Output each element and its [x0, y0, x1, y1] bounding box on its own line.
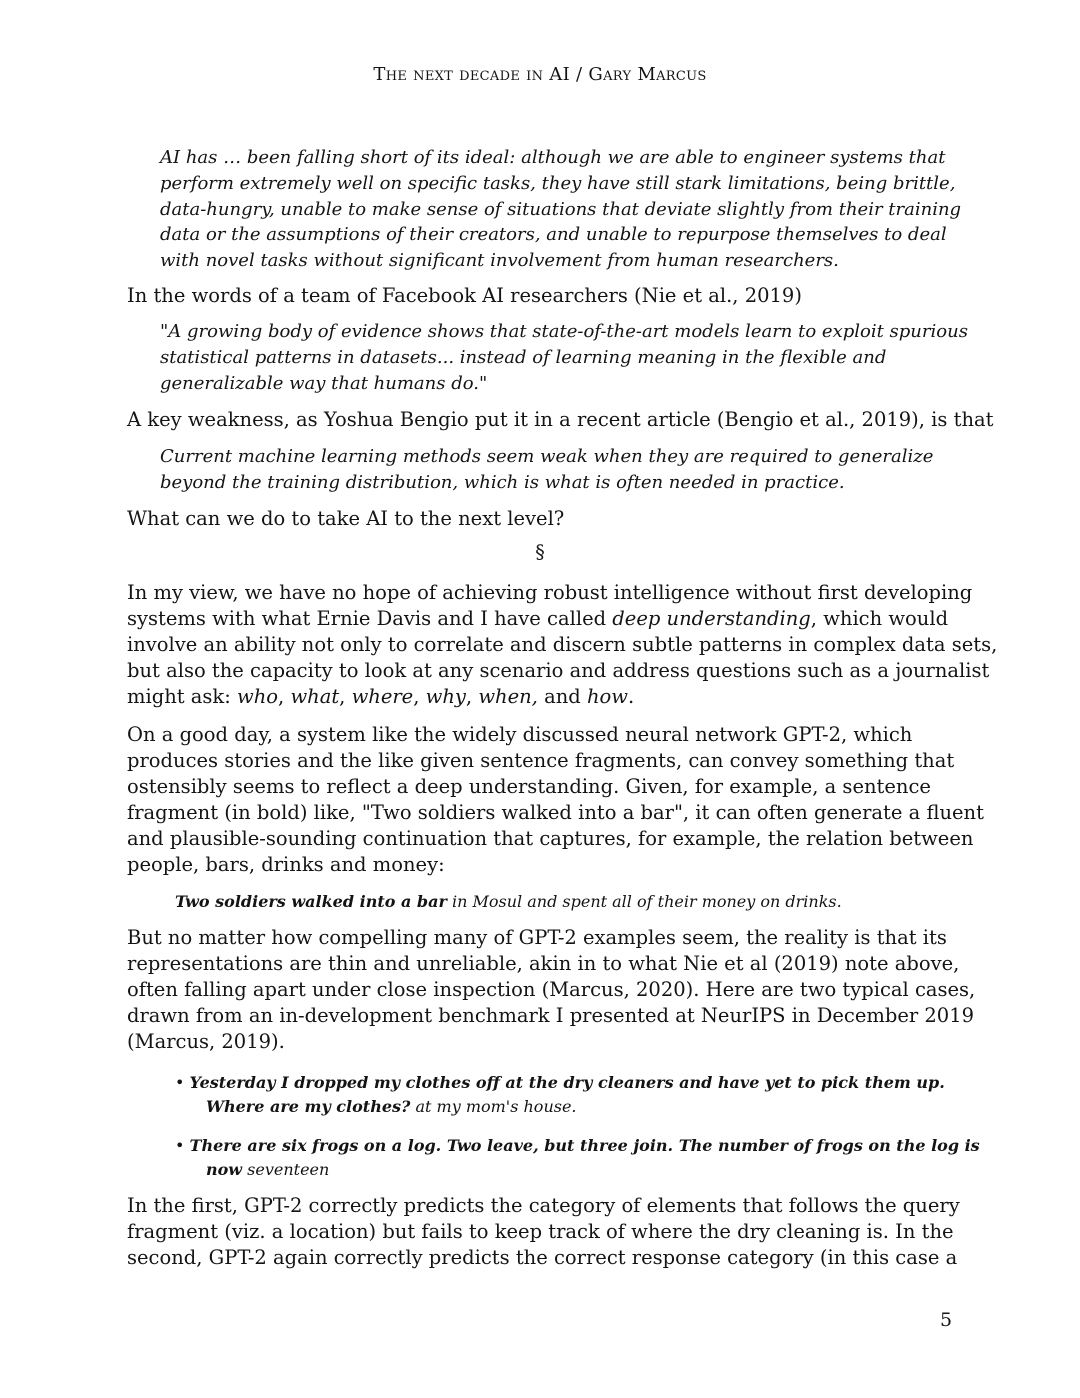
emphasis: when,: [478, 685, 538, 708]
bullet-line: [175, 1071, 945, 1095]
text: systems with what Ernie Davis and I have called: [127, 607, 613, 630]
block-quote-2: [160, 319, 968, 396]
emphasis: deep understanding: [612, 607, 811, 630]
quote-line: data-hungry, unable to make sense of situations that deviate slightly from their training: [160, 198, 962, 220]
paragraph-facebook: [127, 283, 802, 309]
text-line: (Marcus, 2019).: [127, 1030, 285, 1053]
bullet-answer: at my mom's house.: [410, 1096, 577, 1116]
emphasis: what: [290, 685, 340, 708]
bullet-prompt: now: [206, 1159, 243, 1179]
text: .: [627, 685, 635, 708]
text-line: might ask: who, what, where, why, when, and how.: [127, 685, 635, 708]
quote-line: Current machine learning methods seem weak when they are required to generalize: [160, 446, 934, 467]
emphasis: how: [586, 685, 628, 708]
text-line: In my view, we have no hope of achieving robust intelligence without first developing: [127, 581, 973, 604]
bullet-icon: •: [175, 1136, 185, 1155]
quote-line: AI has … been falling short of its ideal: although we are able to engineer systems that: [160, 147, 946, 168]
example-continuation: in Mosul and spent all of their money on drinks.: [446, 892, 842, 911]
running-header: The next decade in AI / Gary Marcus: [373, 64, 707, 85]
text-line: What can we do to take AI to the next level?: [127, 507, 565, 530]
text-line: [127, 606, 997, 632]
bullet-line: [175, 1095, 945, 1119]
section-mark: §: [535, 541, 545, 563]
text-line: ostensibly seems to reflect a deep understanding. Given, for example, a sentence: [127, 775, 931, 798]
bullet-line: [175, 1134, 980, 1158]
text-line: involve an ability not only to correlate and discern subtle patterns in complex data sets,: [127, 633, 998, 656]
paragraph-no-matter: [127, 925, 975, 1055]
quote-line: perform extremely well on specific tasks, they have still stark limitations, being brittle,: [160, 172, 956, 194]
text-line: second, GPT-2 again correctly predicts the correct response category (in this case a: [127, 1246, 958, 1269]
bullet-answer: seventeen: [242, 1159, 330, 1179]
page-number: 5: [940, 1309, 953, 1331]
example-line: [175, 889, 842, 915]
text-line: fragment (in bold) like, "Two soldiers walked into a bar", it can often generate a fluent: [127, 801, 984, 824]
text-line: but also the capacity to look at any scenario and address questions such as a journalist: [127, 659, 990, 682]
block-quote-3: [160, 444, 933, 496]
text: might ask:: [127, 685, 238, 708]
text-line: A key weakness, as Yoshua Bengio put it in a recent article (Bengio et al., 2019), is that: [127, 408, 994, 431]
text-line: people, bars, drinks and money:: [127, 853, 445, 876]
paragraph-view: [127, 580, 997, 710]
bullet-prompt: Yesterday I dropped my clothes off at the dry cleaners and have yet to pick them up.: [189, 1073, 945, 1092]
bullet-prompt: There are six frogs on a log. Two leave, but three join. The number of frogs on the log is: [189, 1136, 980, 1155]
text: , which would: [810, 607, 949, 630]
text-line: representations are thin and unreliable, akin in to what Nie et al (2019) note above,: [127, 952, 960, 975]
quote-line: statistical patterns in datasets... instead of learning meaning in the flexible and: [160, 346, 887, 368]
text: and: [537, 685, 587, 708]
text-line: fragment (viz. a location) but fails to keep track of where the dry cleaning is. In the: [127, 1220, 954, 1243]
quote-line: with novel tasks without significant involvement from human researchers.: [160, 250, 839, 272]
bullet-item-1: [175, 1071, 945, 1118]
quote-line: beyond the training distribution, which is what is often needed in practice.: [160, 471, 845, 493]
text-line: In the words of a team of Facebook AI researchers (Nie et al., 2019): [127, 284, 802, 307]
paragraph-bengio: [127, 407, 993, 433]
text-line: produces stories and the like given sentence fragments, can convey something that: [127, 749, 955, 772]
text-line: On a good day, a system like the widely discussed neural network GPT-2, which: [127, 723, 913, 746]
bullet-item-2: [175, 1134, 980, 1181]
emphasis: where: [351, 685, 414, 708]
example-prompt: Two soldiers walked into a bar: [175, 892, 447, 911]
example-output: [175, 889, 842, 915]
block-quote-1: [160, 145, 961, 274]
paragraph-next-level: [127, 506, 564, 532]
emphasis: who: [237, 685, 279, 708]
text-line: and plausible-sounding continuation that captures, for example, the relation between: [127, 827, 974, 850]
quote-line: generalizable way that humans do.": [160, 372, 488, 394]
text-line: But no matter how compelling many of GPT-2 examples seem, the reality is that its: [127, 926, 947, 949]
quote-line: "A growing body of evidence shows that state-of-the-art models learn to exploit spurious: [160, 321, 968, 342]
paragraph-gpt2: [127, 722, 984, 878]
bullet-prompt: Where are my clothes?: [206, 1096, 411, 1116]
quote-line: data or the assumptions of their creators, and unable to repurpose themselves to deal: [160, 224, 947, 246]
emphasis: why: [425, 685, 466, 708]
text-line: often falling apart under close inspection (Marcus, 2020). Here are two typical cases,: [127, 978, 976, 1001]
paragraph-first: [127, 1193, 960, 1271]
bullet-line: [175, 1158, 980, 1182]
text-line: drawn from an in-development benchmark I presented at NeurIPS in December 2019: [127, 1004, 975, 1027]
bullet-icon: •: [175, 1073, 185, 1092]
text-line: In the first, GPT-2 correctly predicts the category of elements that follows the query: [127, 1194, 960, 1217]
